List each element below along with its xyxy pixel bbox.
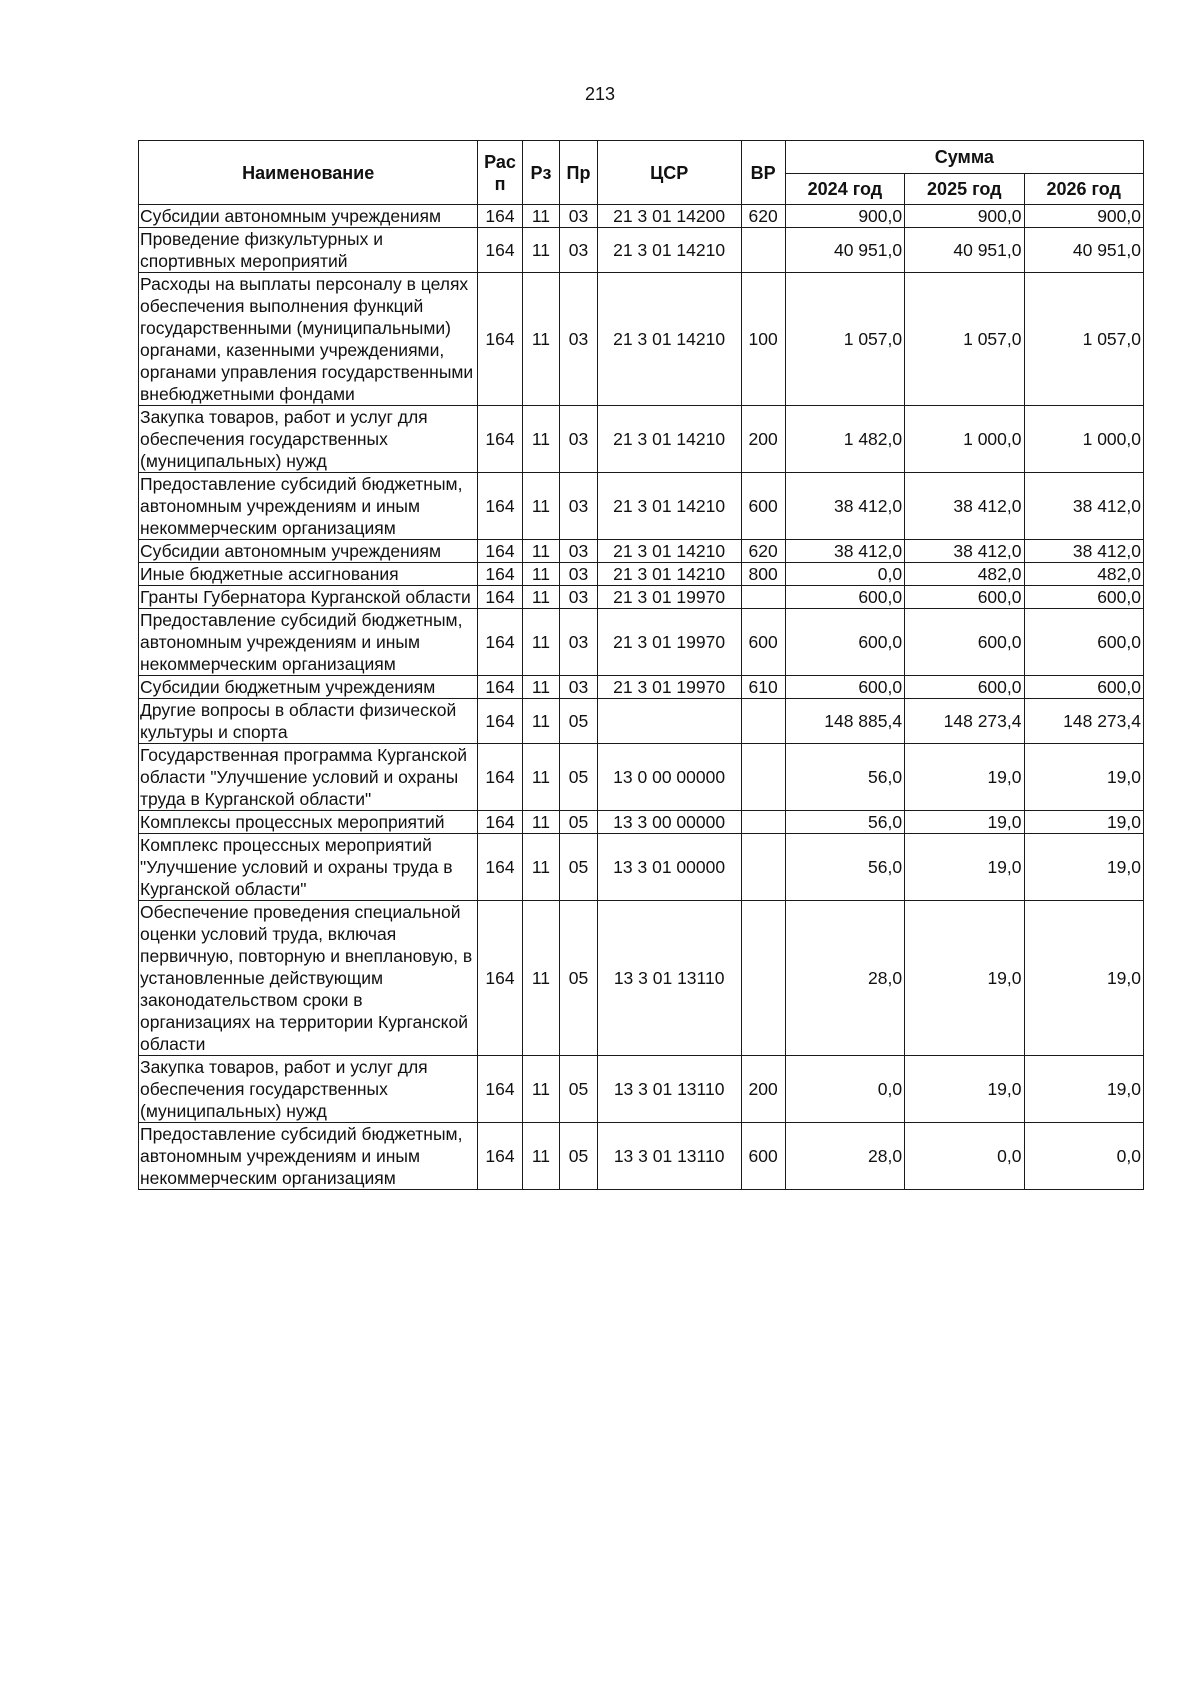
row-name: Субсидии автономным учреждениям	[139, 540, 478, 563]
row-rz: 11	[522, 901, 560, 1056]
row-rasp: 164	[478, 273, 522, 406]
table-row	[139, 586, 1144, 609]
row-rz: 11	[522, 834, 560, 901]
row-csr: 21 3 01 19970	[597, 609, 741, 676]
row-vr	[741, 744, 785, 811]
row-sum-2026: 19,0	[1024, 901, 1144, 1056]
row-sum-2024: 56,0	[785, 834, 904, 901]
row-rz: 11	[522, 406, 560, 473]
row-vr: 610	[741, 676, 785, 699]
row-csr: 13 3 01 13110	[597, 1056, 741, 1123]
row-sum-2026: 38 412,0	[1024, 540, 1144, 563]
row-vr	[741, 586, 785, 609]
header-year-2026: 2026 год	[1024, 174, 1144, 205]
row-pr: 05	[560, 1056, 598, 1123]
row-pr: 03	[560, 273, 598, 406]
row-rasp: 164	[478, 1056, 522, 1123]
table-row	[139, 834, 1144, 901]
row-name: Закупка товаров, работ и услуг для обеспечения государственных (муниципальных) нужд	[139, 1056, 478, 1123]
row-sum-2024: 38 412,0	[785, 540, 904, 563]
row-vr: 600	[741, 609, 785, 676]
row-csr: 21 3 01 14200	[597, 205, 741, 228]
table-row	[139, 699, 1144, 744]
budget-table	[138, 140, 1144, 1190]
row-sum-2026: 600,0	[1024, 586, 1144, 609]
row-rasp: 164	[478, 1123, 522, 1190]
row-sum-2026: 600,0	[1024, 676, 1144, 699]
header-vr: ВР	[741, 141, 785, 205]
row-pr: 03	[560, 586, 598, 609]
row-sum-2026: 19,0	[1024, 1056, 1144, 1123]
row-vr	[741, 834, 785, 901]
row-vr: 600	[741, 1123, 785, 1190]
row-pr: 03	[560, 676, 598, 699]
row-pr: 05	[560, 744, 598, 811]
row-sum-2025: 19,0	[905, 901, 1024, 1056]
row-name: Предоставление субсидий бюджетным, автономным учреждениям и иным некоммерческим организациям	[139, 1123, 478, 1190]
row-pr: 05	[560, 1123, 598, 1190]
row-sum-2025: 19,0	[905, 1056, 1024, 1123]
row-sum-2024: 40 951,0	[785, 228, 904, 273]
row-sum-2025: 148 273,4	[905, 699, 1024, 744]
row-sum-2025: 38 412,0	[905, 540, 1024, 563]
row-csr	[597, 699, 741, 744]
row-sum-2025: 1 000,0	[905, 406, 1024, 473]
row-sum-2024: 148 885,4	[785, 699, 904, 744]
row-name: Обеспечение проведения специальной оценки условий труда, включая первичную, повторную и внеплановую, в установленные действующим законодательством сроки в организациях на территории Курганской области	[139, 901, 478, 1056]
header-sum: Сумма	[785, 141, 1143, 174]
row-rz: 11	[522, 586, 560, 609]
row-csr: 21 3 01 14210	[597, 563, 741, 586]
header-year-2024: 2024 год	[785, 174, 904, 205]
row-name: Иные бюджетные ассигнования	[139, 563, 478, 586]
row-sum-2024: 600,0	[785, 586, 904, 609]
row-pr: 05	[560, 834, 598, 901]
row-sum-2026: 1 057,0	[1024, 273, 1144, 406]
header-rasp: Рас п	[478, 141, 522, 205]
row-sum-2026: 19,0	[1024, 811, 1144, 834]
row-sum-2024: 0,0	[785, 563, 904, 586]
row-sum-2024: 0,0	[785, 1056, 904, 1123]
row-csr: 13 3 01 00000	[597, 834, 741, 901]
row-sum-2024: 600,0	[785, 676, 904, 699]
row-sum-2026: 19,0	[1024, 744, 1144, 811]
row-sum-2025: 600,0	[905, 609, 1024, 676]
row-rasp: 164	[478, 699, 522, 744]
row-rasp: 164	[478, 540, 522, 563]
row-sum-2026: 38 412,0	[1024, 473, 1144, 540]
row-sum-2025: 482,0	[905, 563, 1024, 586]
row-csr: 13 0 00 00000	[597, 744, 741, 811]
row-rasp: 164	[478, 586, 522, 609]
row-rz: 11	[522, 228, 560, 273]
row-rz: 11	[522, 473, 560, 540]
row-vr: 200	[741, 406, 785, 473]
row-sum-2024: 56,0	[785, 744, 904, 811]
row-sum-2024: 600,0	[785, 609, 904, 676]
row-rasp: 164	[478, 406, 522, 473]
row-name: Субсидии автономным учреждениям	[139, 205, 478, 228]
row-pr: 03	[560, 205, 598, 228]
row-vr	[741, 699, 785, 744]
header-pr: Пр	[560, 141, 598, 205]
row-csr: 13 3 01 13110	[597, 901, 741, 1056]
row-vr	[741, 901, 785, 1056]
row-pr: 03	[560, 540, 598, 563]
row-vr: 620	[741, 205, 785, 228]
table-row	[139, 1123, 1144, 1190]
header-csr: ЦСР	[597, 141, 741, 205]
table-row	[139, 1056, 1144, 1123]
row-name: Закупка товаров, работ и услуг для обеспечения государственных (муниципальных) нужд	[139, 406, 478, 473]
row-name: Субсидии бюджетным учреждениям	[139, 676, 478, 699]
row-rz: 11	[522, 676, 560, 699]
row-name: Государственная программа Курганской области "Улучшение условий и охраны труда в Курганской области"	[139, 744, 478, 811]
table-row	[139, 676, 1144, 699]
row-name: Гранты Губернатора Курганской области	[139, 586, 478, 609]
row-csr: 21 3 01 19970	[597, 586, 741, 609]
row-sum-2024: 900,0	[785, 205, 904, 228]
row-csr: 21 3 01 14210	[597, 540, 741, 563]
table-row	[139, 744, 1144, 811]
table-row	[139, 540, 1144, 563]
row-rz: 11	[522, 273, 560, 406]
row-vr: 620	[741, 540, 785, 563]
row-sum-2026: 600,0	[1024, 609, 1144, 676]
row-pr: 03	[560, 563, 598, 586]
row-pr: 05	[560, 811, 598, 834]
table-row	[139, 473, 1144, 540]
table-row	[139, 609, 1144, 676]
header-year-2025: 2025 год	[905, 174, 1024, 205]
row-sum-2025: 0,0	[905, 1123, 1024, 1190]
row-name: Комплекс процессных мероприятий "Улучшение условий и охраны труда в Курганской области"	[139, 834, 478, 901]
row-sum-2024: 1 057,0	[785, 273, 904, 406]
row-csr: 21 3 01 14210	[597, 406, 741, 473]
table-row	[139, 273, 1144, 406]
row-sum-2026: 482,0	[1024, 563, 1144, 586]
row-csr: 21 3 01 14210	[597, 228, 741, 273]
row-csr: 13 3 00 00000	[597, 811, 741, 834]
row-rz: 11	[522, 540, 560, 563]
row-sum-2024: 1 482,0	[785, 406, 904, 473]
row-csr: 21 3 01 14210	[597, 473, 741, 540]
row-csr: 21 3 01 14210	[597, 273, 741, 406]
row-sum-2025: 40 951,0	[905, 228, 1024, 273]
row-rasp: 164	[478, 744, 522, 811]
row-vr: 800	[741, 563, 785, 586]
row-csr: 13 3 01 13110	[597, 1123, 741, 1190]
row-sum-2024: 56,0	[785, 811, 904, 834]
row-csr: 21 3 01 19970	[597, 676, 741, 699]
header-name: Наименование	[139, 141, 478, 205]
row-name: Проведение физкультурных и спортивных мероприятий	[139, 228, 478, 273]
row-name: Предоставление субсидий бюджетным, автономным учреждениям и иным некоммерческим организациям	[139, 609, 478, 676]
row-name: Комплексы процессных мероприятий	[139, 811, 478, 834]
table-row	[139, 406, 1144, 473]
row-rz: 11	[522, 205, 560, 228]
table-row	[139, 563, 1144, 586]
row-sum-2025: 900,0	[905, 205, 1024, 228]
table-row	[139, 228, 1144, 273]
row-vr: 100	[741, 273, 785, 406]
row-sum-2026: 1 000,0	[1024, 406, 1144, 473]
row-vr: 200	[741, 1056, 785, 1123]
row-rz: 11	[522, 1056, 560, 1123]
row-rz: 11	[522, 744, 560, 811]
row-sum-2025: 19,0	[905, 811, 1024, 834]
row-name: Расходы на выплаты персоналу в целях обеспечения выполнения функций государственными (муниципальными) органами, казенными учреждениями, органами управления государственными внебюджетными фондами	[139, 273, 478, 406]
row-rasp: 164	[478, 228, 522, 273]
row-sum-2025: 19,0	[905, 744, 1024, 811]
table-row	[139, 901, 1144, 1056]
row-rz: 11	[522, 699, 560, 744]
row-rasp: 164	[478, 901, 522, 1056]
row-sum-2026: 0,0	[1024, 1123, 1144, 1190]
row-pr: 03	[560, 228, 598, 273]
row-pr: 05	[560, 901, 598, 1056]
row-pr: 05	[560, 699, 598, 744]
row-sum-2024: 28,0	[785, 901, 904, 1056]
row-sum-2024: 38 412,0	[785, 473, 904, 540]
row-pr: 03	[560, 473, 598, 540]
row-vr: 600	[741, 473, 785, 540]
row-sum-2026: 40 951,0	[1024, 228, 1144, 273]
row-rasp: 164	[478, 811, 522, 834]
row-pr: 03	[560, 609, 598, 676]
row-rz: 11	[522, 811, 560, 834]
row-rz: 11	[522, 609, 560, 676]
row-sum-2024: 28,0	[785, 1123, 904, 1190]
row-rasp: 164	[478, 205, 522, 228]
row-sum-2025: 600,0	[905, 586, 1024, 609]
row-rasp: 164	[478, 473, 522, 540]
row-sum-2026: 148 273,4	[1024, 699, 1144, 744]
row-rz: 11	[522, 563, 560, 586]
row-name: Предоставление субсидий бюджетным, автономным учреждениям и иным некоммерческим организациям	[139, 473, 478, 540]
row-rasp: 164	[478, 676, 522, 699]
row-sum-2025: 1 057,0	[905, 273, 1024, 406]
row-sum-2026: 900,0	[1024, 205, 1144, 228]
table-header	[139, 141, 1144, 205]
row-sum-2025: 600,0	[905, 676, 1024, 699]
header-rz: Рз	[522, 141, 560, 205]
table-row	[139, 811, 1144, 834]
row-sum-2025: 38 412,0	[905, 473, 1024, 540]
row-name: Другие вопросы в области физической культуры и спорта	[139, 699, 478, 744]
row-rasp: 164	[478, 834, 522, 901]
row-pr: 03	[560, 406, 598, 473]
table-row	[139, 205, 1144, 228]
row-rasp: 164	[478, 609, 522, 676]
row-rz: 11	[522, 1123, 560, 1190]
page-number: 213	[584, 84, 616, 104]
row-sum-2026: 19,0	[1024, 834, 1144, 901]
table-body	[139, 205, 1144, 1190]
row-vr	[741, 811, 785, 834]
row-vr	[741, 228, 785, 273]
row-sum-2025: 19,0	[905, 834, 1024, 901]
row-rasp: 164	[478, 563, 522, 586]
